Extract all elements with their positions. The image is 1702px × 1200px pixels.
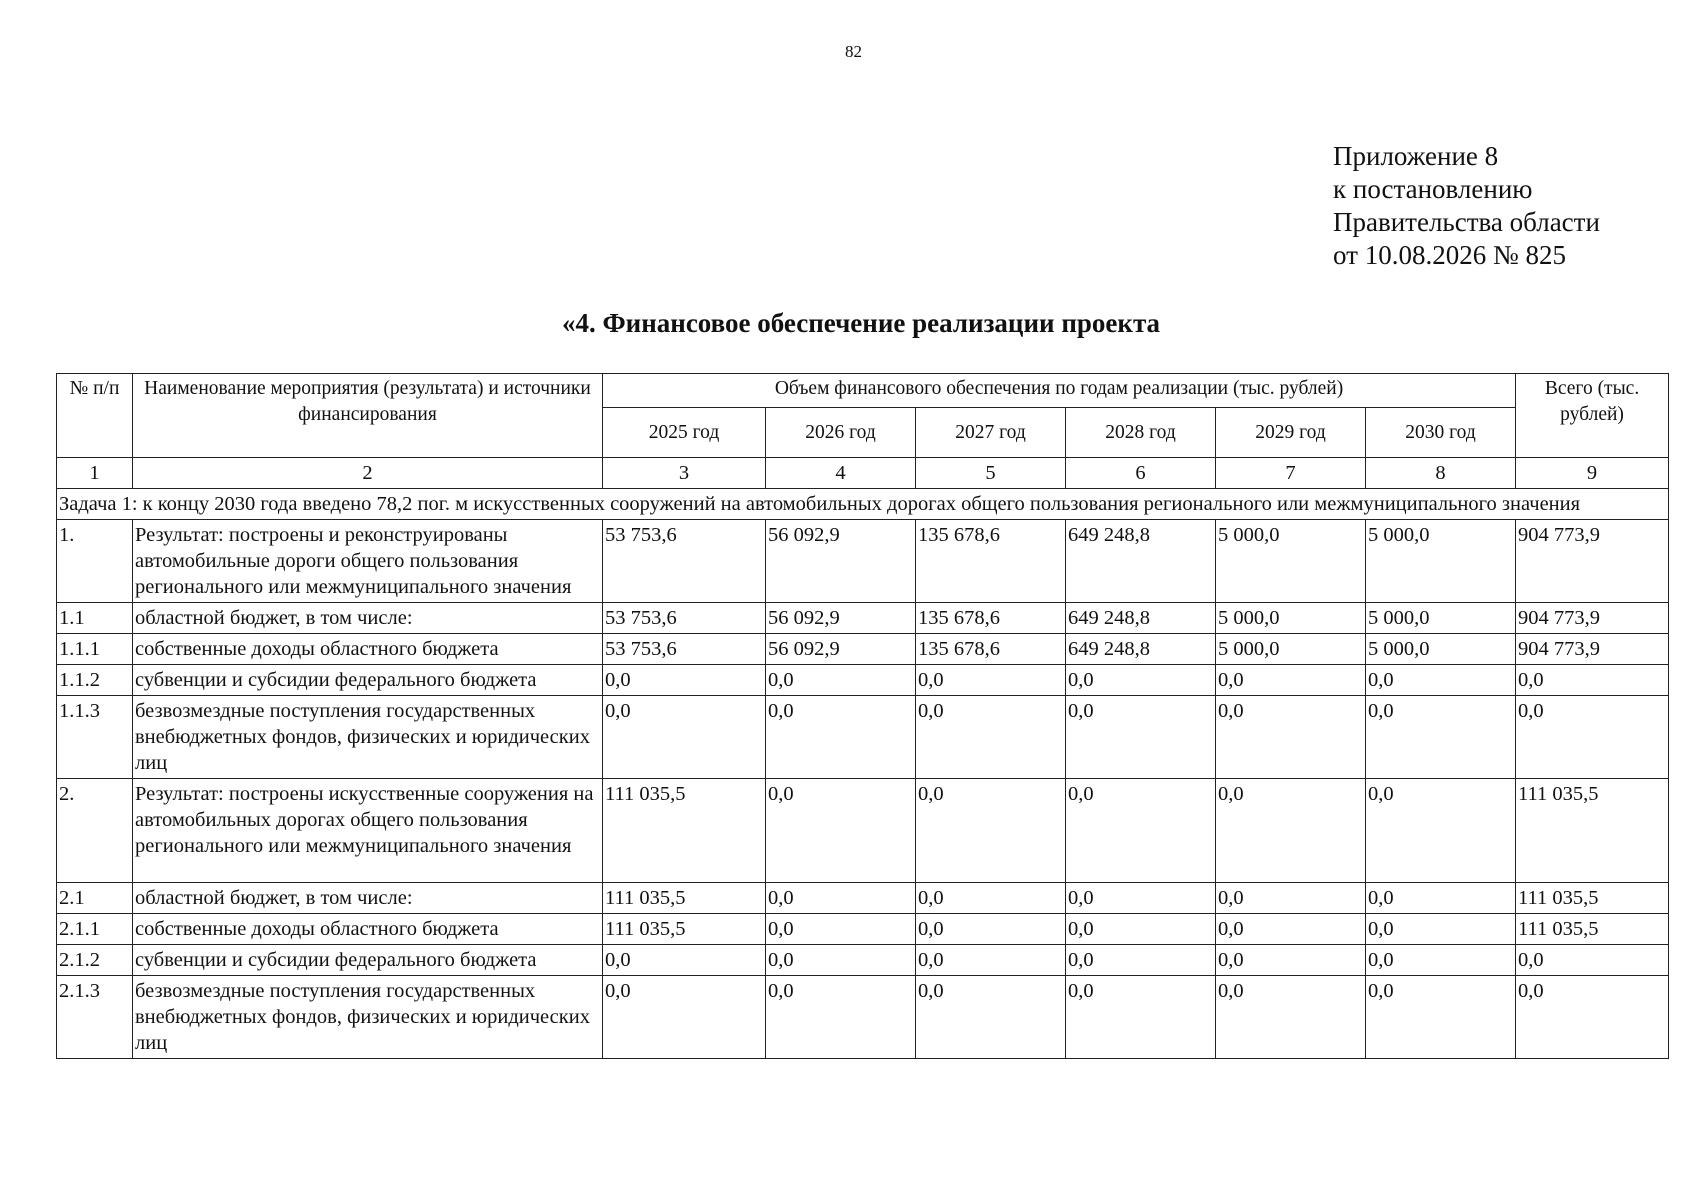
row-value: 111 035,5 <box>1516 914 1669 945</box>
row-value: 649 248,8 <box>1066 634 1216 665</box>
row-value: 5 000,0 <box>1366 634 1516 665</box>
table-row <box>57 603 1669 634</box>
row-value: 0,0 <box>1216 976 1366 1059</box>
table-row <box>57 914 1669 945</box>
appendix-line: к постановлению <box>1333 174 1533 204</box>
row-name: собственные доходы областного бюджета <box>133 914 603 945</box>
row-value: 904 773,9 <box>1516 520 1669 603</box>
column-number: 3 <box>603 458 766 489</box>
header-year: 2026 год <box>766 408 916 458</box>
row-value: 53 753,6 <box>603 520 766 603</box>
table-row <box>57 520 1669 603</box>
row-value: 649 248,8 <box>1066 603 1216 634</box>
row-value: 5 000,0 <box>1366 520 1516 603</box>
row-value: 53 753,6 <box>603 603 766 634</box>
row-value: 53 753,6 <box>603 634 766 665</box>
column-number: 6 <box>1066 458 1216 489</box>
appendix-line: от 10.08.2026 № 825 <box>1333 240 1566 270</box>
row-value: 0,0 <box>603 696 766 779</box>
row-value: 0,0 <box>766 976 916 1059</box>
row-value: 0,0 <box>766 696 916 779</box>
row-value: 5 000,0 <box>1366 603 1516 634</box>
row-name: субвенции и субсидии федерального бюджета <box>133 665 603 696</box>
row-value: 0,0 <box>1216 883 1366 914</box>
row-name: областной бюджет, в том числе: <box>133 603 603 634</box>
row-name: Результат: построены искусственные сооружения на автомобильных дорогах общего пользования регионального или межмуниципального значения <box>133 779 603 883</box>
row-value: 111 035,5 <box>1516 779 1669 883</box>
header-year: 2028 год <box>1066 408 1216 458</box>
row-number: 1. <box>57 520 133 603</box>
row-value: 0,0 <box>1066 779 1216 883</box>
header-name: Наименование мероприятия (результата) и источники финансирования <box>133 374 603 458</box>
header-year: 2030 год <box>1366 408 1516 458</box>
row-value: 0,0 <box>1066 665 1216 696</box>
row-value: 904 773,9 <box>1516 634 1669 665</box>
row-number: 2.1.1 <box>57 914 133 945</box>
row-value: 0,0 <box>1516 696 1669 779</box>
row-value: 56 092,9 <box>766 520 916 603</box>
row-name: безвозмездные поступления государственных внебюджетных фондов, физических и юридических лиц <box>133 976 603 1059</box>
row-value: 0,0 <box>603 976 766 1059</box>
row-value: 0,0 <box>766 779 916 883</box>
row-value: 111 035,5 <box>1516 883 1669 914</box>
page-number: 82 <box>845 42 862 61</box>
row-value: 111 035,5 <box>603 779 766 883</box>
row-value: 5 000,0 <box>1216 634 1366 665</box>
table-row <box>57 696 1669 779</box>
row-name: областной бюджет, в том числе: <box>133 883 603 914</box>
row-number: 1.1.3 <box>57 696 133 779</box>
appendix-line: Правительства области <box>1333 207 1600 237</box>
row-value: 111 035,5 <box>603 914 766 945</box>
row-value: 0,0 <box>766 945 916 976</box>
row-value: 0,0 <box>916 779 1066 883</box>
row-value: 0,0 <box>916 696 1066 779</box>
row-value: 0,0 <box>1366 976 1516 1059</box>
row-name: Результат: построены и реконструированы автомобильные дороги общего пользования регионального или межмуниципального значения <box>133 520 603 603</box>
header-volume: Объем финансового обеспечения по годам реализации (тыс. рублей) <box>603 374 1516 408</box>
row-value: 135 678,6 <box>916 520 1066 603</box>
row-value: 0,0 <box>1366 779 1516 883</box>
row-number: 1.1 <box>57 603 133 634</box>
table-row <box>57 665 1669 696</box>
row-value: 0,0 <box>766 665 916 696</box>
row-value: 0,0 <box>1366 883 1516 914</box>
row-value: 111 035,5 <box>603 883 766 914</box>
row-value: 0,0 <box>1066 914 1216 945</box>
row-value: 0,0 <box>916 665 1066 696</box>
row-number: 1.1.1 <box>57 634 133 665</box>
row-value: 0,0 <box>1516 945 1669 976</box>
table-row <box>57 976 1669 1059</box>
appendix-block <box>1333 140 1600 272</box>
row-value: 0,0 <box>1216 914 1366 945</box>
row-value: 56 092,9 <box>766 603 916 634</box>
task-description: Задача 1: к концу 2030 года введено 78,2 пог. м искусственных сооружений на автомобильных дорогах общего пользования регионального или межмуниципального значения <box>57 489 1669 520</box>
header-year: 2029 год <box>1216 408 1366 458</box>
row-value: 56 092,9 <box>766 634 916 665</box>
column-number: 4 <box>766 458 916 489</box>
row-value: 0,0 <box>1066 883 1216 914</box>
row-value: 0,0 <box>1066 945 1216 976</box>
row-value: 135 678,6 <box>916 603 1066 634</box>
row-value: 0,0 <box>1216 945 1366 976</box>
row-name: безвозмездные поступления государственных внебюджетных фондов, физических и юридических лиц <box>133 696 603 779</box>
row-value: 5 000,0 <box>1216 520 1366 603</box>
row-value: 0,0 <box>1216 696 1366 779</box>
row-name: субвенции и субсидии федерального бюджета <box>133 945 603 976</box>
row-value: 0,0 <box>916 914 1066 945</box>
row-value: 0,0 <box>1366 945 1516 976</box>
table-row <box>57 945 1669 976</box>
row-number: 2.1 <box>57 883 133 914</box>
row-value: 0,0 <box>1066 696 1216 779</box>
column-number: 8 <box>1366 458 1516 489</box>
header-year: 2027 год <box>916 408 1066 458</box>
row-name: собственные доходы областного бюджета <box>133 634 603 665</box>
row-value: 0,0 <box>1066 976 1216 1059</box>
row-number: 2.1.3 <box>57 976 133 1059</box>
column-number: 5 <box>916 458 1066 489</box>
column-number: 9 <box>1516 458 1669 489</box>
row-number: 1.1.2 <box>57 665 133 696</box>
row-value: 0,0 <box>916 883 1066 914</box>
row-value: 0,0 <box>1516 976 1669 1059</box>
table-row <box>57 883 1669 914</box>
column-number: 1 <box>57 458 133 489</box>
row-value: 0,0 <box>603 945 766 976</box>
row-value: 0,0 <box>916 945 1066 976</box>
financing-table <box>56 373 1669 1059</box>
header-total: Всего (тыс. рублей) <box>1516 374 1669 458</box>
section-title: «4. Финансовое обеспечение реализации проекта <box>561 308 1161 338</box>
row-value: 0,0 <box>1216 665 1366 696</box>
row-value: 0,0 <box>1366 696 1516 779</box>
row-number: 2.1.2 <box>57 945 133 976</box>
column-number: 7 <box>1216 458 1366 489</box>
row-number: 2. <box>57 779 133 883</box>
header-year: 2025 год <box>603 408 766 458</box>
row-value: 0,0 <box>766 883 916 914</box>
row-value: 135 678,6 <box>916 634 1066 665</box>
appendix-line: Приложение 8 <box>1333 141 1499 171</box>
row-value: 0,0 <box>1366 914 1516 945</box>
table-row <box>57 634 1669 665</box>
row-value: 0,0 <box>916 976 1066 1059</box>
column-number: 2 <box>133 458 603 489</box>
table-row <box>57 779 1669 883</box>
row-value: 904 773,9 <box>1516 603 1669 634</box>
row-value: 0,0 <box>766 914 916 945</box>
row-value: 0,0 <box>1216 779 1366 883</box>
row-value: 0,0 <box>1366 665 1516 696</box>
row-value: 0,0 <box>1516 665 1669 696</box>
row-value: 649 248,8 <box>1066 520 1216 603</box>
row-value: 5 000,0 <box>1216 603 1366 634</box>
row-value: 0,0 <box>603 665 766 696</box>
header-num: № п/п <box>57 374 133 458</box>
